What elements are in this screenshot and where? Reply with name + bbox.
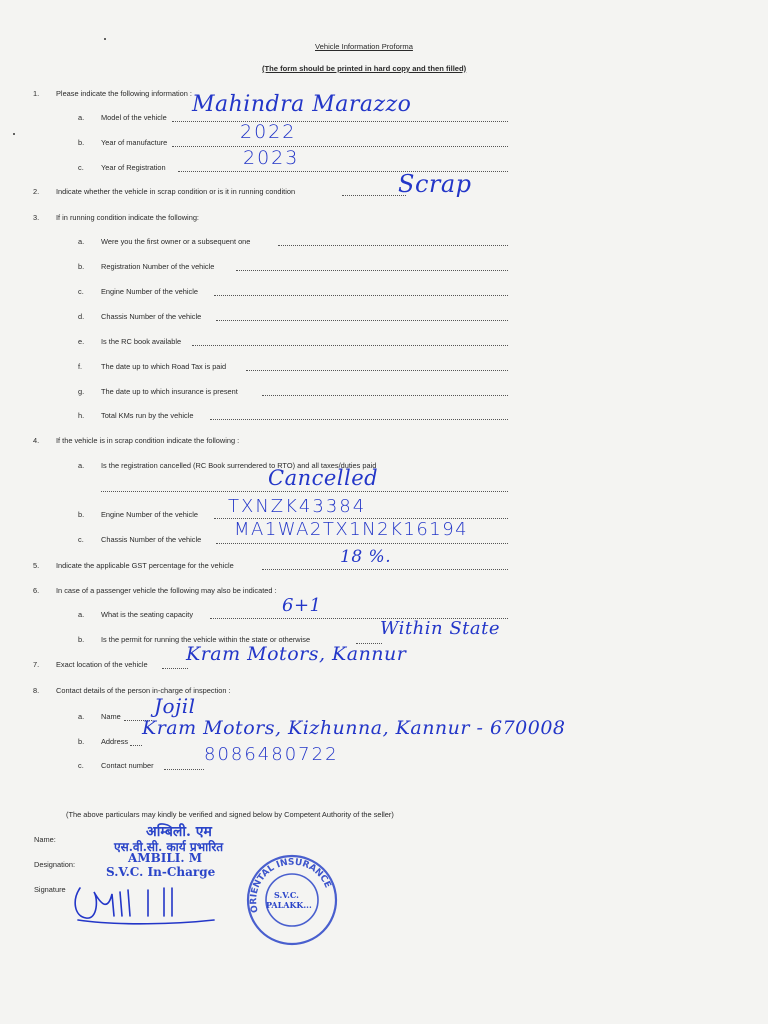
q3g-label: The date up to which insurance is present: [101, 387, 238, 396]
engine-number-value: TXNZK43384: [228, 496, 367, 517]
contact-number-value: 8086480722: [204, 744, 339, 765]
permit-value: Within State: [380, 618, 501, 639]
name-label: Name:: [34, 835, 56, 844]
q1a-line: [172, 121, 508, 122]
q3c-line: [214, 295, 508, 296]
q3h-line: [210, 419, 508, 420]
q8a-letter: a.: [78, 712, 85, 721]
gst-percentage-value: 18 %.: [340, 547, 392, 567]
q3c-label: Engine Number of the vehicle: [101, 287, 198, 296]
q3a-letter: a.: [78, 237, 85, 246]
q3b-line: [236, 270, 508, 271]
q1-number: 1.: [33, 89, 40, 98]
q1c-letter: c.: [78, 163, 84, 172]
q4c-line: [216, 543, 508, 544]
q3d-line: [216, 320, 508, 321]
q3f-line: [246, 370, 508, 371]
q7-number: 7.: [33, 660, 40, 669]
stamp-hindi-designation: एस.वी.सी. कार्य प्रभारित: [114, 840, 224, 854]
seal-ring-text: ORIENTAL INSURANCE: [249, 857, 333, 914]
q3g-line: [262, 395, 508, 396]
q4-text: If the vehicle is in scrap condition indicate the following :: [56, 436, 240, 445]
q3-text: If in running condition indicate the following:: [56, 213, 199, 222]
q4-number: 4.: [33, 436, 40, 445]
company-seal: [244, 852, 340, 948]
seating-capacity-value: 6+1: [282, 595, 322, 616]
q3g-letter: g.: [78, 387, 85, 396]
q2-number: 2.: [33, 187, 40, 196]
seal-center-line2: PALAKK...: [266, 900, 312, 910]
q1b-letter: b.: [78, 138, 85, 147]
q3c-letter: c.: [78, 287, 84, 296]
q3h-label: Total KMs run by the vehicle: [101, 411, 194, 420]
q8b-line: [130, 745, 142, 746]
designation-label: Designation:: [34, 860, 76, 869]
q5-number: 5.: [33, 561, 40, 570]
q1-text: Please indicate the following information :: [56, 89, 192, 98]
q3e-label: Is the RC book available: [101, 337, 182, 346]
q6-number: 6.: [33, 586, 40, 595]
q5-line: [262, 569, 508, 570]
vehicle-location-value: Kram Motors, Kannur: [186, 643, 407, 665]
q3-number: 3.: [33, 213, 40, 222]
q4c-label: Chassis Number of the vehicle: [101, 535, 202, 544]
q3h-letter: h.: [78, 411, 85, 420]
q8a-label: Name: [101, 712, 121, 721]
q3f-label: The date up to which Road Tax is paid: [101, 362, 227, 371]
q6a-label: What is the seating capacity: [101, 610, 194, 619]
q7-line: [162, 668, 188, 669]
q2-text: Indicate whether the vehicle in scrap condition or is it in running condition: [56, 187, 296, 196]
q1b-line: [172, 146, 508, 147]
q8-number: 8.: [33, 686, 40, 695]
ink-speck: [104, 38, 106, 40]
q8b-letter: b.: [78, 737, 85, 746]
form-subtitle: (The form should be printed in hard copy and then filled): [262, 64, 467, 73]
q3a-label: Were you the first owner or a subsequent one: [101, 237, 251, 246]
q3a-line: [278, 245, 508, 246]
q5-text: Indicate the applicable GST percentage for the vehicle: [56, 561, 234, 570]
q8c-letter: c.: [78, 761, 84, 770]
q6-text: In case of a passenger vehicle the following may also be indicated :: [56, 586, 277, 595]
vehicle-condition-value: Scrap: [398, 170, 472, 198]
signature-mark: [68, 880, 218, 930]
q8c-line: [164, 769, 204, 770]
q8-text: Contact details of the person in-charge of inspection :: [56, 686, 231, 695]
footer-note: (The above particulars may kindly be verified and signed below by Competent Authority of the seller): [66, 810, 394, 819]
vehicle-model-value: Mahindra Marazzo: [192, 92, 412, 117]
registration-cancelled-value: Cancelled: [268, 466, 379, 490]
stamp-hindi-name: अम्बिली. एम: [146, 824, 212, 840]
signature-label: Signature: [34, 885, 66, 894]
q4a-line: [101, 491, 508, 492]
q3b-letter: b.: [78, 262, 85, 271]
q3e-line: [192, 345, 508, 346]
manufacture-year-value: 2022: [240, 121, 297, 143]
q3f-letter: f.: [78, 362, 83, 371]
stamp-english-name: AMBILI. M: [128, 851, 203, 865]
registration-year-value: 2023: [243, 147, 300, 169]
q8b-label: Address: [101, 737, 129, 746]
q1c-label: Year of Registration: [101, 163, 166, 172]
q3d-letter: d.: [78, 312, 85, 321]
q4c-letter: c.: [78, 535, 84, 544]
q6b-label: Is the permit for running the vehicle within the state or otherwise: [101, 635, 311, 644]
q7-text: Exact location of the vehicle: [56, 660, 148, 669]
q4a-label: Is the registration cancelled (RC Book surrendered to RTO) and all taxes/duties paid: [101, 461, 377, 470]
q2-line: [342, 195, 406, 196]
q1a-letter: a.: [78, 113, 85, 122]
q3e-letter: e.: [78, 337, 85, 346]
q3b-label: Registration Number of the vehicle: [101, 262, 215, 271]
contact-address-value: Kram Motors, Kizhunna, Kannur - 670008: [142, 717, 566, 739]
form-title: Vehicle Information Proforma: [315, 42, 413, 51]
q6a-letter: a.: [78, 610, 85, 619]
q1a-label: Model of the vehicle: [101, 113, 167, 122]
contact-name-value: Jojil: [154, 694, 196, 718]
q6b-letter: b.: [78, 635, 85, 644]
seal-center-line1: S.V.C.: [274, 890, 299, 900]
q1b-label: Year of manufacture: [101, 138, 168, 147]
q4a-letter: a.: [78, 461, 85, 470]
stamp-english-designation: S.V.C. In-Charge: [106, 865, 216, 879]
chassis-number-value: MA1WA2TX1N2K16194: [234, 519, 469, 540]
q4b-letter: b.: [78, 510, 85, 519]
q8c-label: Contact number: [101, 761, 154, 770]
q4b-label: Engine Number of the vehicle: [101, 510, 198, 519]
q3d-label: Chassis Number of the vehicle: [101, 312, 202, 321]
ink-speck: [13, 133, 15, 135]
